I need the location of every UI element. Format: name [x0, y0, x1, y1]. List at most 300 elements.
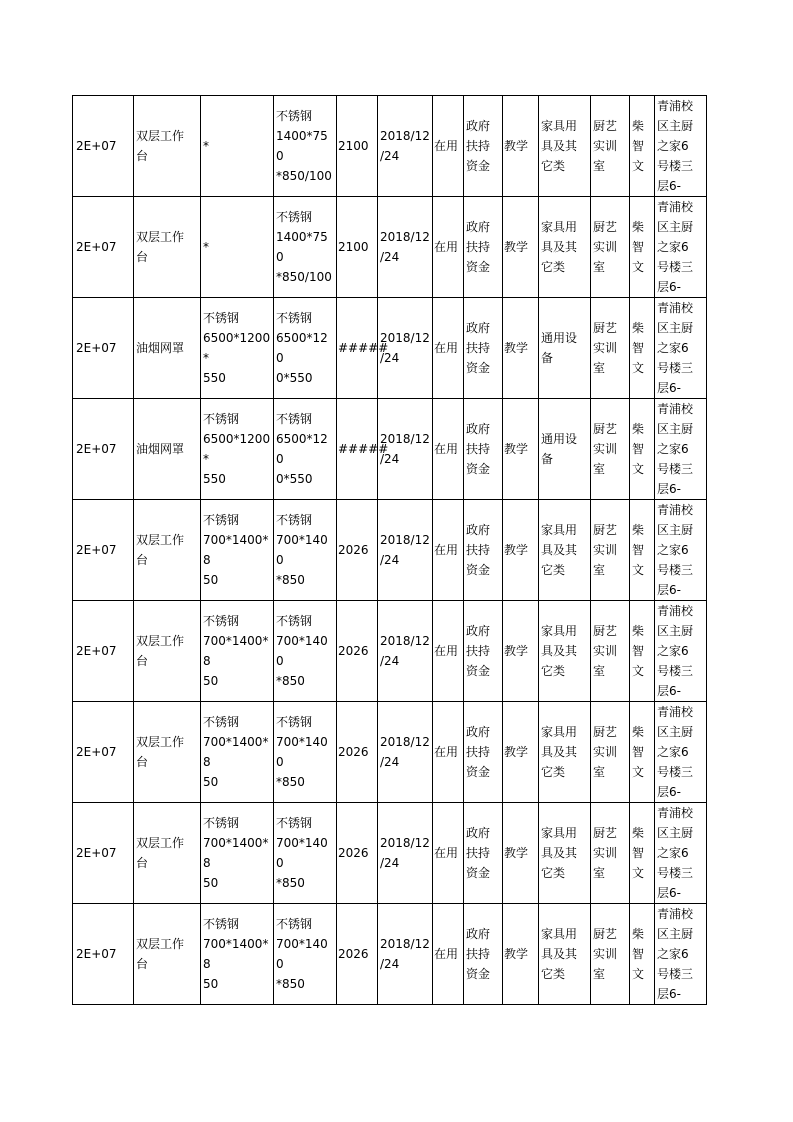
- cell-asset-code: 2E+07: [73, 702, 134, 803]
- cell-asset-name-line: 双层工作: [136, 634, 185, 648]
- cell-department-line: 室: [593, 563, 606, 577]
- cell-location: [655, 702, 707, 803]
- cell-model: [201, 96, 274, 197]
- cell-location-line: 之家6: [657, 543, 689, 557]
- cell-department-line: 厨艺: [593, 624, 618, 638]
- cell-spec-line: 不锈钢: [276, 917, 313, 931]
- cell-fund-source-line: 资金: [466, 462, 491, 476]
- cell-spec: [274, 500, 337, 601]
- cell-date-line: 2018/12: [380, 129, 430, 143]
- cell-fund-source-line: 政府: [466, 725, 491, 739]
- cell-spec-line: 不锈钢: [276, 109, 313, 123]
- cell-usage: 教学: [503, 399, 539, 500]
- cell-keeper-line: 柴: [632, 119, 645, 133]
- cell-fund-source-line: 政府: [466, 422, 491, 436]
- cell-category: [539, 702, 591, 803]
- cell-keeper: [630, 803, 655, 904]
- cell-fund-source-line: 扶持: [466, 947, 491, 961]
- cell-price: 2100: [337, 197, 378, 298]
- cell-asset-name-line: 双层工作: [136, 129, 185, 143]
- cell-usage: 教学: [503, 197, 539, 298]
- cell-fund-source-line: 扶持: [466, 139, 491, 153]
- cell-category-line: 具及其: [541, 139, 578, 153]
- cell-price: 2026: [337, 803, 378, 904]
- cell-date: [378, 702, 433, 803]
- cell-asset-name: [134, 904, 201, 1005]
- cell-category-line: 它类: [541, 563, 566, 577]
- cell-model-line: 不锈钢: [203, 311, 240, 325]
- table-row: [73, 96, 707, 197]
- cell-keeper-line: 柴: [632, 927, 645, 941]
- cell-fund-source-line: 扶持: [466, 644, 491, 658]
- cell-location-line: 层6-: [657, 280, 681, 294]
- cell-location-line: 区主厨: [657, 624, 694, 638]
- cell-location-line: 之家6: [657, 442, 689, 456]
- cell-keeper-line: 智: [632, 139, 645, 153]
- cell-fund-source-line: 资金: [466, 260, 491, 274]
- cell-category: [539, 96, 591, 197]
- cell-keeper-line: 文: [632, 361, 645, 375]
- cell-status: 在用: [433, 500, 464, 601]
- cell-location-line: 号楼三: [657, 563, 694, 577]
- cell-department-line: 厨艺: [593, 523, 618, 537]
- cell-department-line: 厨艺: [593, 422, 618, 436]
- cell-fund-source-line: 扶持: [466, 240, 491, 254]
- cell-department: [591, 197, 630, 298]
- cell-category: [539, 601, 591, 702]
- asset-table: [72, 95, 707, 1005]
- cell-department-line: 室: [593, 866, 606, 880]
- cell-usage: 教学: [503, 904, 539, 1005]
- cell-price: 2100: [337, 96, 378, 197]
- cell-asset-code: 2E+07: [73, 96, 134, 197]
- cell-spec-line: 0*550: [276, 472, 313, 486]
- cell-date-line: /24: [380, 654, 400, 668]
- cell-keeper-line: 智: [632, 745, 645, 759]
- cell-department-line: 实训: [593, 240, 618, 254]
- cell-date-line: 2018/12: [380, 634, 430, 648]
- cell-asset-name: [134, 298, 201, 399]
- cell-fund-source-line: 政府: [466, 220, 491, 234]
- cell-model-line: 不锈钢: [203, 412, 240, 426]
- cell-asset-name: [134, 399, 201, 500]
- cell-location-line: 之家6: [657, 846, 689, 860]
- cell-category-line: 家具用: [541, 220, 578, 234]
- cell-date: [378, 500, 433, 601]
- cell-location: [655, 399, 707, 500]
- cell-spec-line: *850: [276, 573, 305, 587]
- cell-spec-line: 0*550: [276, 371, 313, 385]
- table-row: [73, 500, 707, 601]
- cell-location-line: 之家6: [657, 139, 689, 153]
- cell-department-line: 实训: [593, 745, 618, 759]
- cell-spec: [274, 803, 337, 904]
- cell-spec-line: *850/100: [276, 169, 332, 183]
- cell-category-line: 具及其: [541, 240, 578, 254]
- cell-date-line: /24: [380, 351, 400, 365]
- cell-model-line: 6500*1200*: [203, 331, 271, 365]
- cell-model-line: 6500*1200*: [203, 432, 271, 466]
- cell-status: 在用: [433, 197, 464, 298]
- cell-keeper-line: 文: [632, 260, 645, 274]
- cell-status: 在用: [433, 702, 464, 803]
- cell-asset-name-line: 双层工作: [136, 937, 185, 951]
- cell-spec-line: 6500*120: [276, 432, 328, 466]
- cell-location-line: 区主厨: [657, 725, 694, 739]
- cell-location-line: 青浦校: [657, 301, 694, 315]
- table-body: [73, 96, 707, 1005]
- cell-department-line: 厨艺: [593, 321, 618, 335]
- cell-category: [539, 197, 591, 298]
- cell-fund-source: [464, 702, 503, 803]
- cell-location-line: 层6-: [657, 381, 681, 395]
- cell-model-line: 700*1400*8: [203, 533, 269, 567]
- cell-keeper-line: 智: [632, 947, 645, 961]
- cell-department-line: 实训: [593, 543, 618, 557]
- cell-category: [539, 803, 591, 904]
- cell-location-line: 区主厨: [657, 826, 694, 840]
- cell-department-line: 室: [593, 765, 606, 779]
- cell-keeper-line: 智: [632, 846, 645, 860]
- table-row: [73, 601, 707, 702]
- table-row: [73, 803, 707, 904]
- cell-fund-source-line: 扶持: [466, 745, 491, 759]
- cell-status: 在用: [433, 298, 464, 399]
- cell-category: [539, 298, 591, 399]
- cell-asset-name: [134, 803, 201, 904]
- cell-location-line: 号楼三: [657, 866, 694, 880]
- cell-location-line: 层6-: [657, 987, 681, 1001]
- cell-keeper-line: 文: [632, 866, 645, 880]
- cell-asset-name: [134, 601, 201, 702]
- cell-asset-name-line: 油烟网罩: [136, 442, 185, 456]
- cell-status: 在用: [433, 601, 464, 702]
- cell-spec-line: 1400*750: [276, 129, 328, 163]
- cell-fund-source-line: 扶持: [466, 341, 491, 355]
- cell-keeper-line: 智: [632, 543, 645, 557]
- cell-price: 2026: [337, 601, 378, 702]
- cell-model-line: 700*1400*8: [203, 634, 269, 668]
- cell-model: [201, 298, 274, 399]
- table-row: [73, 298, 707, 399]
- cell-department-line: 室: [593, 664, 606, 678]
- cell-date-line: /24: [380, 250, 400, 264]
- cell-location-line: 层6-: [657, 179, 681, 193]
- cell-department: [591, 298, 630, 399]
- cell-price: 2026: [337, 500, 378, 601]
- cell-location-line: 之家6: [657, 644, 689, 658]
- cell-location: [655, 803, 707, 904]
- cell-fund-source: [464, 298, 503, 399]
- cell-model-line: 550: [203, 472, 226, 486]
- cell-spec-line: *850: [276, 775, 305, 789]
- cell-usage: 教学: [503, 96, 539, 197]
- cell-location-line: 青浦校: [657, 99, 694, 113]
- cell-department: [591, 500, 630, 601]
- cell-category-line: 它类: [541, 765, 566, 779]
- cell-location-line: 层6-: [657, 583, 681, 597]
- cell-date-line: /24: [380, 755, 400, 769]
- cell-asset-name-line: 油烟网罩: [136, 341, 185, 355]
- cell-fund-source: [464, 601, 503, 702]
- cell-category-line: 具及其: [541, 745, 578, 759]
- cell-spec-line: *850/100: [276, 270, 332, 284]
- cell-fund-source-line: 资金: [466, 159, 491, 173]
- cell-location-line: 之家6: [657, 947, 689, 961]
- cell-location-line: 青浦校: [657, 907, 694, 921]
- cell-department: [591, 904, 630, 1005]
- cell-category-line: 它类: [541, 967, 566, 981]
- cell-fund-source: [464, 399, 503, 500]
- cell-model: [201, 601, 274, 702]
- cell-spec: [274, 904, 337, 1005]
- cell-spec-line: 700*1400: [276, 533, 328, 567]
- cell-asset-code: 2E+07: [73, 197, 134, 298]
- cell-keeper-line: 文: [632, 462, 645, 476]
- cell-date: [378, 96, 433, 197]
- cell-keeper-line: 智: [632, 240, 645, 254]
- cell-asset-name: [134, 500, 201, 601]
- cell-keeper-line: 文: [632, 664, 645, 678]
- cell-department-line: 室: [593, 462, 606, 476]
- cell-location-line: 青浦校: [657, 604, 694, 618]
- cell-price: #####: [337, 399, 378, 500]
- cell-model-line: 550: [203, 371, 226, 385]
- cell-asset-name-line: 台: [136, 250, 149, 264]
- cell-model-line: 50: [203, 977, 219, 991]
- cell-model-line: 700*1400*8: [203, 836, 269, 870]
- cell-category-line: 它类: [541, 866, 566, 880]
- cell-fund-source-line: 政府: [466, 927, 491, 941]
- cell-spec: [274, 96, 337, 197]
- cell-keeper-line: 智: [632, 644, 645, 658]
- cell-model: [201, 904, 274, 1005]
- cell-fund-source: [464, 500, 503, 601]
- cell-fund-source: [464, 197, 503, 298]
- cell-location-line: 区主厨: [657, 220, 694, 234]
- cell-model-line: 700*1400*8: [203, 735, 269, 769]
- cell-location-line: 号楼三: [657, 664, 694, 678]
- cell-price: 2026: [337, 904, 378, 1005]
- cell-date-line: 2018/12: [380, 937, 430, 951]
- cell-spec: [274, 702, 337, 803]
- cell-category-line: 通用设: [541, 331, 578, 345]
- cell-asset-name-line: 台: [136, 957, 149, 971]
- cell-asset-code: 2E+07: [73, 500, 134, 601]
- table-row: [73, 197, 707, 298]
- cell-location-line: 号楼三: [657, 260, 694, 274]
- cell-price: #####: [337, 298, 378, 399]
- cell-model: [201, 803, 274, 904]
- cell-fund-source: [464, 96, 503, 197]
- cell-fund-source-line: 扶持: [466, 543, 491, 557]
- cell-spec-line: *850: [276, 674, 305, 688]
- cell-spec-line: 700*1400: [276, 836, 328, 870]
- cell-location-line: 号楼三: [657, 159, 694, 173]
- cell-status: 在用: [433, 399, 464, 500]
- cell-location-line: 号楼三: [657, 765, 694, 779]
- cell-location-line: 区主厨: [657, 523, 694, 537]
- cell-location-line: 层6-: [657, 684, 681, 698]
- cell-usage: 教学: [503, 803, 539, 904]
- cell-model: [201, 500, 274, 601]
- cell-spec-line: 不锈钢: [276, 614, 313, 628]
- cell-date-line: 2018/12: [380, 331, 430, 345]
- cell-keeper-line: 柴: [632, 321, 645, 335]
- cell-category-line: 备: [541, 351, 554, 365]
- cell-location-line: 号楼三: [657, 967, 694, 981]
- cell-department-line: 厨艺: [593, 826, 618, 840]
- cell-spec-line: 不锈钢: [276, 311, 313, 325]
- cell-model-line: 不锈钢: [203, 513, 240, 527]
- cell-category-line: 家具用: [541, 927, 578, 941]
- cell-fund-source-line: 扶持: [466, 846, 491, 860]
- cell-date: [378, 298, 433, 399]
- cell-asset-code: 2E+07: [73, 399, 134, 500]
- cell-location-line: 青浦校: [657, 402, 694, 416]
- cell-keeper-line: 柴: [632, 624, 645, 638]
- cell-department-line: 厨艺: [593, 927, 618, 941]
- cell-fund-source-line: 政府: [466, 826, 491, 840]
- table-row: [73, 702, 707, 803]
- cell-keeper: [630, 500, 655, 601]
- cell-location-line: 区主厨: [657, 119, 694, 133]
- cell-keeper: [630, 702, 655, 803]
- cell-department-line: 室: [593, 260, 606, 274]
- cell-category-line: 具及其: [541, 846, 578, 860]
- cell-category-line: 备: [541, 452, 554, 466]
- cell-date: [378, 904, 433, 1005]
- cell-location-line: 区主厨: [657, 321, 694, 335]
- cell-fund-source-line: 资金: [466, 967, 491, 981]
- cell-keeper-line: 文: [632, 563, 645, 577]
- cell-category-line: 通用设: [541, 432, 578, 446]
- cell-category: [539, 399, 591, 500]
- cell-fund-source-line: 政府: [466, 624, 491, 638]
- cell-date: [378, 399, 433, 500]
- cell-location-line: 青浦校: [657, 806, 694, 820]
- cell-model-line: 50: [203, 775, 219, 789]
- cell-model-line: 700*1400*8: [203, 937, 269, 971]
- cell-keeper-line: 智: [632, 442, 645, 456]
- cell-date-line: /24: [380, 957, 400, 971]
- cell-location-line: 层6-: [657, 482, 681, 496]
- cell-price: 2026: [337, 702, 378, 803]
- cell-spec-line: 不锈钢: [276, 513, 313, 527]
- cell-department-line: 厨艺: [593, 220, 618, 234]
- cell-asset-name-line: 双层工作: [136, 533, 185, 547]
- cell-date-line: /24: [380, 452, 400, 466]
- cell-model-line: 50: [203, 573, 219, 587]
- cell-model: [201, 702, 274, 803]
- cell-spec: [274, 399, 337, 500]
- cell-model-line: 不锈钢: [203, 715, 240, 729]
- cell-category-line: 家具用: [541, 523, 578, 537]
- cell-usage: 教学: [503, 500, 539, 601]
- cell-spec-line: 不锈钢: [276, 210, 313, 224]
- cell-location-line: 区主厨: [657, 927, 694, 941]
- cell-spec-line: *850: [276, 876, 305, 890]
- cell-asset-code: 2E+07: [73, 803, 134, 904]
- cell-date: [378, 601, 433, 702]
- cell-spec-line: 700*1400: [276, 634, 328, 668]
- cell-keeper: [630, 399, 655, 500]
- cell-keeper-line: 文: [632, 765, 645, 779]
- cell-spec-line: 6500*120: [276, 331, 328, 365]
- cell-location-line: 号楼三: [657, 361, 694, 375]
- cell-category-line: 具及其: [541, 543, 578, 557]
- cell-fund-source-line: 资金: [466, 563, 491, 577]
- cell-model-line: *: [203, 240, 209, 254]
- cell-date-line: /24: [380, 856, 400, 870]
- cell-location: [655, 601, 707, 702]
- cell-keeper: [630, 601, 655, 702]
- cell-keeper-line: 智: [632, 341, 645, 355]
- cell-usage: 教学: [503, 298, 539, 399]
- cell-location-line: 之家6: [657, 240, 689, 254]
- cell-spec-line: 不锈钢: [276, 715, 313, 729]
- cell-usage: 教学: [503, 702, 539, 803]
- table-row: [73, 904, 707, 1005]
- cell-spec-line: 不锈钢: [276, 412, 313, 426]
- cell-location-line: 层6-: [657, 785, 681, 799]
- cell-location: [655, 500, 707, 601]
- cell-date-line: /24: [380, 553, 400, 567]
- cell-category-line: 家具用: [541, 119, 578, 133]
- cell-date-line: 2018/12: [380, 735, 430, 749]
- cell-asset-name: [134, 96, 201, 197]
- cell-fund-source-line: 政府: [466, 321, 491, 335]
- cell-location-line: 之家6: [657, 341, 689, 355]
- cell-asset-name-line: 台: [136, 856, 149, 870]
- cell-spec: [274, 298, 337, 399]
- cell-fund-source-line: 扶持: [466, 442, 491, 456]
- cell-keeper-line: 文: [632, 967, 645, 981]
- cell-asset-code: 2E+07: [73, 601, 134, 702]
- cell-department-line: 厨艺: [593, 725, 618, 739]
- cell-department-line: 实训: [593, 341, 618, 355]
- cell-date: [378, 197, 433, 298]
- cell-spec-line: 700*1400: [276, 735, 328, 769]
- cell-keeper-line: 柴: [632, 725, 645, 739]
- cell-asset-name-line: 台: [136, 149, 149, 163]
- cell-category-line: 具及其: [541, 947, 578, 961]
- cell-keeper-line: 文: [632, 159, 645, 173]
- cell-model: [201, 399, 274, 500]
- cell-department-line: 实训: [593, 947, 618, 961]
- cell-fund-source-line: 政府: [466, 119, 491, 133]
- cell-date-line: 2018/12: [380, 533, 430, 547]
- cell-asset-name-line: 台: [136, 755, 149, 769]
- cell-fund-source-line: 资金: [466, 866, 491, 880]
- cell-location-line: 青浦校: [657, 200, 694, 214]
- cell-category: [539, 500, 591, 601]
- cell-asset-name: [134, 702, 201, 803]
- cell-department-line: 室: [593, 361, 606, 375]
- cell-department-line: 室: [593, 967, 606, 981]
- cell-department: [591, 702, 630, 803]
- cell-category-line: 家具用: [541, 725, 578, 739]
- cell-model-line: 不锈钢: [203, 614, 240, 628]
- cell-department-line: 实训: [593, 644, 618, 658]
- cell-location-line: 之家6: [657, 745, 689, 759]
- cell-usage: 教学: [503, 601, 539, 702]
- cell-fund-source-line: 资金: [466, 361, 491, 375]
- cell-location-line: 区主厨: [657, 422, 694, 436]
- cell-location: [655, 904, 707, 1005]
- cell-department: [591, 803, 630, 904]
- cell-keeper-line: 柴: [632, 523, 645, 537]
